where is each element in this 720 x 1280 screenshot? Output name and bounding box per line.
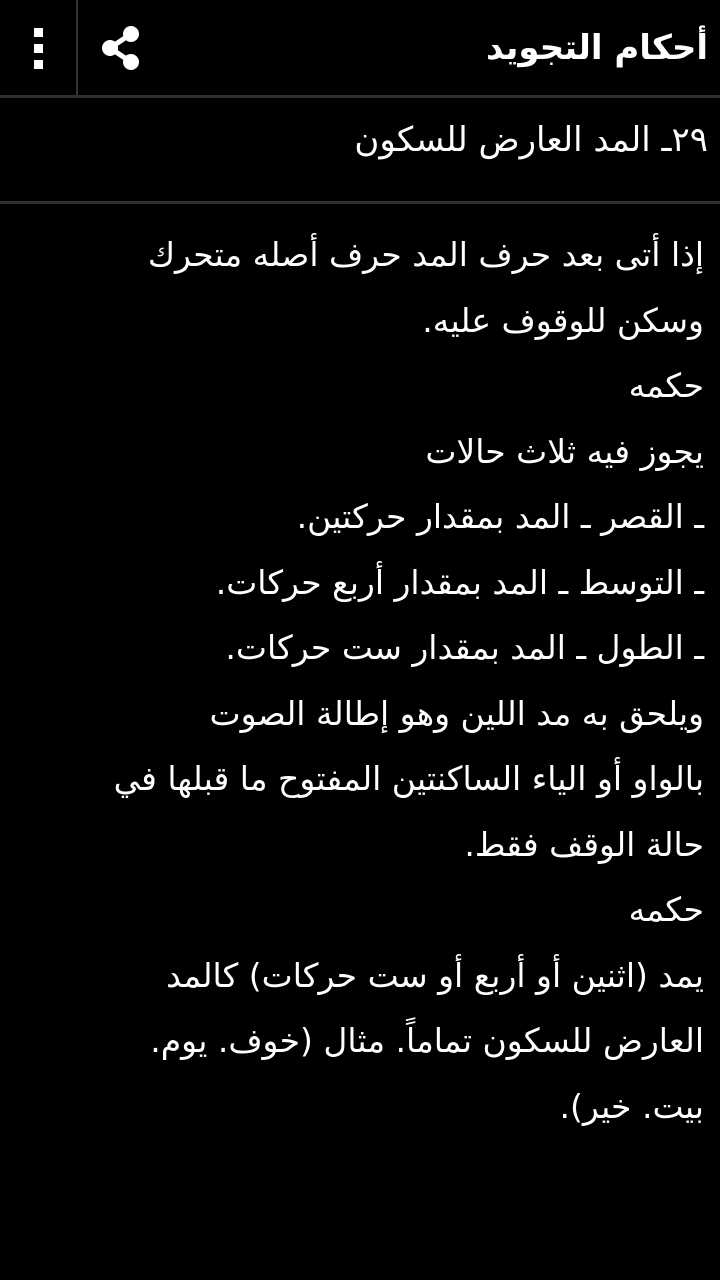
section-header [0, 98, 720, 204]
share-button[interactable] [80, 0, 162, 96]
content-line: حكمه [628, 366, 704, 405]
content-line: بيت. خير). [559, 1086, 704, 1126]
app-title: أحكام التجويد [486, 28, 708, 68]
content-line: يجوز فيه ثلاث حالات [425, 431, 704, 471]
content-line: العارض للسكون تماماً. مثال (خوف. يوم. [150, 1021, 704, 1060]
content-line: إذا أتى بعد حرف المد حرف أصله متحرك [147, 235, 704, 274]
content-line: يمد (اثنين أو أربع أو ست حركات) كالمد [166, 955, 704, 995]
overflow-menu-button[interactable] [0, 0, 78, 96]
action-bar [0, 0, 720, 98]
content-line: حالة الوقف فقط. [464, 824, 704, 864]
content-line: ـ القصر ـ المد بمقدار حركتين. [296, 497, 704, 536]
section-title: ٢٩ـ المد العارض للسكون [354, 120, 708, 160]
content-line: ـ التوسط ـ المد بمقدار أربع حركات. [215, 562, 704, 602]
content-body [18, 222, 704, 1139]
more-vertical-icon [34, 28, 43, 69]
content-line: وسكن للوقوف عليه. [422, 300, 704, 340]
content-line: ويلحق به مد اللين وهو إطالة الصوت [209, 693, 704, 733]
content-line: ـ الطول ـ المد بمقدار ست حركات. [225, 628, 704, 667]
content-line: بالواو أو الياء الساكنتين المفتوح ما قبلها في [113, 759, 704, 798]
share-icon [99, 24, 143, 72]
content-line: حكمه [628, 890, 704, 929]
